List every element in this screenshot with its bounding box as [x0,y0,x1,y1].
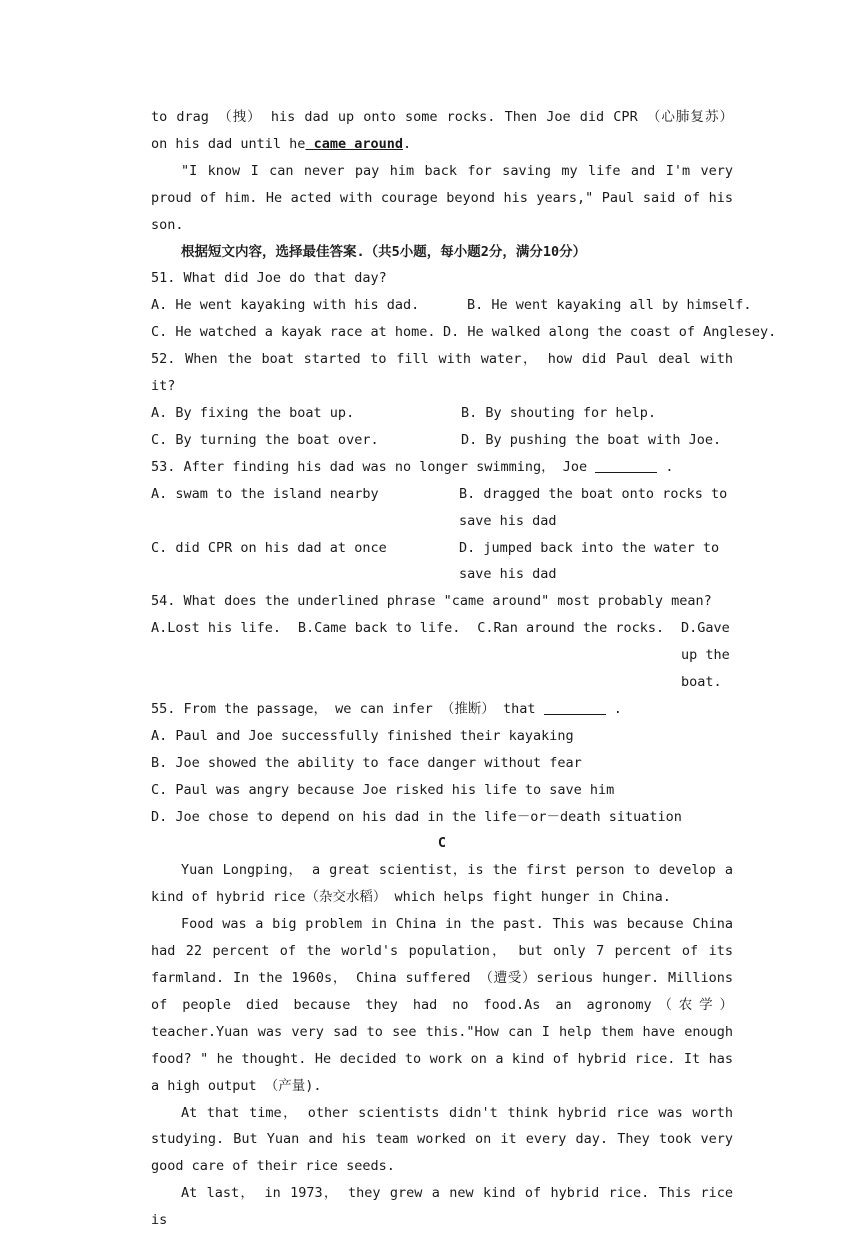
options-row [151,615,733,696]
options-row [151,427,733,454]
underlined-phrase: came around [305,135,403,152]
option-53-a: A. swam to the island nearby [151,485,379,502]
option-54-b: B.Came back to life. [297,620,461,637]
options-row [151,535,733,589]
option-54-d: D.Gave up the boat. [680,620,730,691]
section-c-paragraph-2: Food was a big problem in China in the past. This was because China had 22 percent of the world's population， but only 7 percent of its farmland. In the 1960s， China suffered （遭受）serious hunger. Millions of people died because they had no food.As an agronomy（农学）teacher.Yuan was very sad to see this."How can I help them have enough food? " he thought. He decided to work on a kind of hybrid rice. It has a high output （产量). [151,916,733,1094]
instruction: 根据短文内容，选择最佳答案.（共5小题，每小题2分，满分10分） [181,243,587,260]
option-55-b: B. Joe showed the ability to face danger without fear [151,754,582,771]
options-row [151,319,777,346]
options-row [151,400,733,427]
option-54-c: C.Ran around the rocks. [477,620,665,637]
option-51-c: C. He watched a kayak race at home. [151,324,436,341]
option-51-d: D. He walked along the coast of Anglesey. [443,324,777,341]
option-51-a: A. He went kayaking with his dad. [151,297,420,314]
option-54-a: A.Lost his life. [151,620,282,637]
answer-blank [595,458,657,473]
option-53-b-text: B. dragged the boat onto rocks to save his dad [459,485,728,529]
punctuation: . [613,700,622,717]
question-55 [151,696,733,723]
section-c-paragraph-3: At that time， other scientists didn't think hybrid rice was worth studying. But Yuan and his team worked on it every day. They took very good care of their rice seeds. [151,1104,733,1175]
punctuation: . [402,135,412,152]
section-c-paragraph-4: At last， in 1973， they grew a new kind of hybrid rice. This rice is [151,1185,733,1229]
question-55-text: 55. From the passage， we can infer （推断） that [151,700,536,717]
option-53-b [459,481,733,535]
passage-b-ending [151,104,733,158]
section-c-heading: C [437,835,447,852]
punctuation: . [665,458,674,475]
question-51: 51. What did Joe do that day? [151,270,387,287]
question-53 [151,454,733,481]
option-52-c: C. By turning the boat over. [151,431,379,448]
option-52-d: D. By pushing the boat with Joe. [461,431,722,448]
option-52-b: B. By shouting for help. [461,404,657,421]
section-c-paragraph-1: Yuan Longping， a great scientist，is the first person to develop a kind of hybrid rice（杂交水稻） which helps fight hunger in China. [151,862,733,906]
options-row [151,481,733,535]
question-54: 54. What does the underlined phrase "came around" most probably mean? [151,593,712,610]
option-53-d: D. jumped back into the water to save his dad [459,539,720,583]
answer-blank [544,700,606,715]
passage-line: to drag （拽） his dad up onto some rocks. Then Joe did CPR （心肺复苏） on his dad until he [151,109,733,152]
option-52-a: A. By fixing the boat up. [151,404,355,421]
option-55-a: A. Paul and Joe successfully finished their kayaking [151,727,574,744]
passage-quote: "I know I can never pay him back for saving my life and I'm very proud of him. He acted with courage beyond his years," Paul said of his son. [151,162,733,233]
option-53-c: C. did CPR on his dad at once [151,539,387,556]
document-page [151,104,777,1234]
question-52: 52. When the boat started to fill with water， how did Paul deal with it? [151,351,733,395]
options-row [151,292,752,319]
option-51-b: B. He went kayaking all by himself. [467,297,752,314]
option-55-d: D. Joe chose to depend on his dad in the life－or－death situation [151,808,682,825]
question-53-text: 53. After finding his dad was no longer swimming， Joe [151,458,588,475]
option-55-c: C. Paul was angry because Joe risked his life to save him [151,781,615,798]
